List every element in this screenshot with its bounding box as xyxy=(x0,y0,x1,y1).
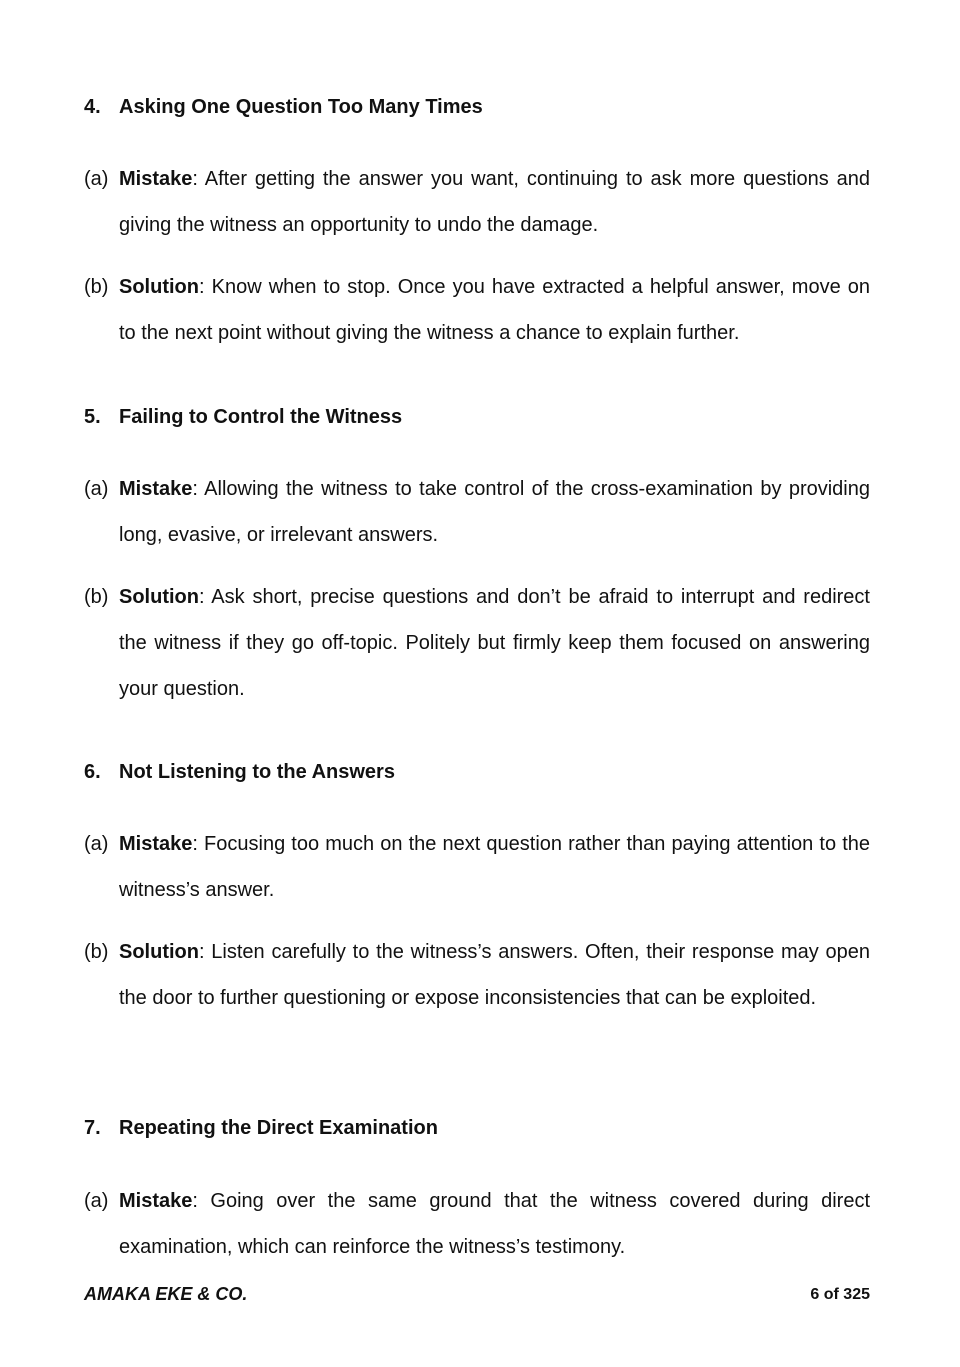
item-body xyxy=(119,466,870,558)
list-item-5a xyxy=(84,466,870,558)
item-term: Mistake xyxy=(119,1190,193,1212)
section-title: Repeating the Direct Examination xyxy=(119,1117,438,1139)
item-body xyxy=(119,929,870,1021)
item-marker: (b) xyxy=(84,941,109,963)
item-term: Mistake xyxy=(119,168,193,190)
section-number: 6. xyxy=(84,761,101,783)
list-item-7a xyxy=(84,1178,870,1270)
list-item-5b xyxy=(84,574,870,712)
item-body xyxy=(119,156,870,248)
item-text: Listen carefully to the witness’s answers. Often, their response may open the door to further questioning or expose inconsistencies that can be exploited. xyxy=(119,941,870,1009)
item-text: Know when to stop. Once you have extracted a helpful answer, move on to the next point without giving the witness a chance to explain further. xyxy=(119,276,870,344)
item-separator: : xyxy=(192,168,198,190)
section-heading-7 xyxy=(84,1116,438,1140)
item-separator: : xyxy=(192,833,198,855)
section-heading-6 xyxy=(84,760,395,784)
footer-firm-name: AMAKA EKE & CO. xyxy=(84,1284,248,1304)
section-title: Asking One Question Too Many Times xyxy=(119,96,483,118)
section-heading-5 xyxy=(84,405,402,429)
item-separator: : xyxy=(192,1190,198,1212)
item-marker: (b) xyxy=(84,276,109,298)
section-number: 5. xyxy=(84,406,101,428)
item-term: Mistake xyxy=(119,478,193,500)
section-title: Failing to Control the Witness xyxy=(119,406,403,428)
list-item-6b xyxy=(84,929,870,1021)
item-marker: (b) xyxy=(84,586,109,608)
item-separator: : xyxy=(198,941,205,963)
item-text: Going over the same ground that the witness covered during direct examination, which can reinforce the witness’s testimony. xyxy=(119,1190,870,1258)
item-text: After getting the answer you want, continuing to ask more questions and giving the witness an opportunity to undo the damage. xyxy=(119,168,870,236)
item-term: Solution xyxy=(119,586,199,608)
item-separator: : xyxy=(198,586,205,608)
section-heading-4 xyxy=(84,95,483,119)
item-term: Solution xyxy=(119,941,199,963)
item-text: Focusing too much on the next question rather than paying attention to the witness’s answer. xyxy=(119,833,870,901)
item-body xyxy=(119,574,870,712)
item-separator: : xyxy=(192,478,198,500)
item-marker: (a) xyxy=(84,1190,109,1212)
item-text: Ask short, precise questions and don’t be afraid to interrupt and redirect the witness if they go off-topic. Politely but firmly keep them focused on answering your question. xyxy=(119,586,870,700)
item-body xyxy=(119,821,870,913)
footer-page-number: 6 of 325 xyxy=(810,1286,870,1303)
list-item-6a xyxy=(84,821,870,913)
item-term: Mistake xyxy=(119,833,193,855)
item-marker: (a) xyxy=(84,478,109,500)
item-text: Allowing the witness to take control of the cross-examination by providing long, evasive, or irrelevant answers. xyxy=(119,478,870,546)
item-marker: (a) xyxy=(84,833,109,855)
section-number: 7. xyxy=(84,1117,101,1139)
item-marker: (a) xyxy=(84,168,109,190)
item-body xyxy=(119,264,870,356)
item-body xyxy=(119,1178,870,1270)
item-term: Solution xyxy=(119,276,199,298)
section-title: Not Listening to the Answers xyxy=(119,761,395,783)
list-item-4b xyxy=(84,264,870,356)
list-item-4a xyxy=(84,156,870,248)
item-separator: : xyxy=(198,276,205,298)
section-number: 4. xyxy=(84,96,101,118)
